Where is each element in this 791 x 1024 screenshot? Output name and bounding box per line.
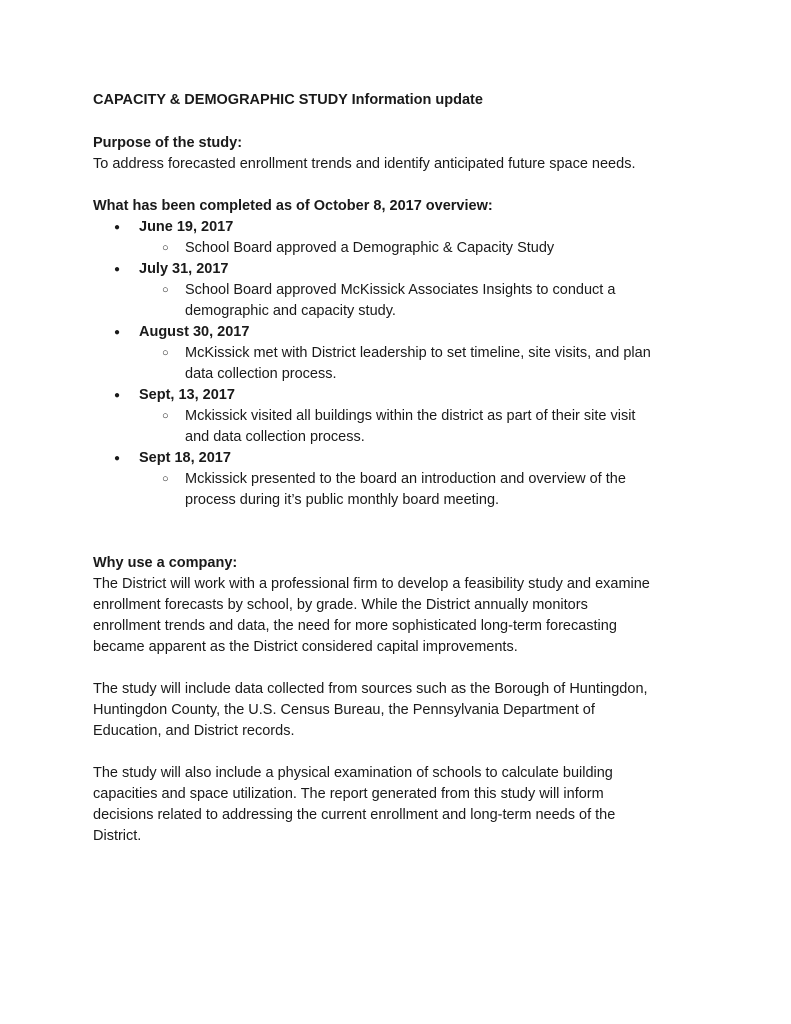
spacer xyxy=(93,658,713,679)
purpose-text: To address forecasted enrollment trends and identify anticipated future space needs. xyxy=(93,156,636,172)
circle-bullet-icon: ○ xyxy=(162,284,169,296)
paragraph-line: The study will also include a physical examination of schools to calculate building xyxy=(93,765,613,781)
sub-item-line: McKissick met with District leadership to set timeline, site visits, and plan xyxy=(185,345,651,361)
paragraph-line: decisions related to addressing the current enrollment and long-term needs of the xyxy=(93,807,616,823)
timeline-sub-item xyxy=(139,343,713,385)
completed-heading: What has been completed as of October 8, 2017 overview: xyxy=(93,198,493,214)
paragraph-line: The District will work with a professional firm to develop a feasibility study and examine xyxy=(93,576,650,592)
why-paragraph xyxy=(93,574,713,658)
spacer xyxy=(93,175,713,196)
timeline-sub-list xyxy=(139,280,713,322)
circle-bullet-icon: ○ xyxy=(162,242,169,254)
timeline-date: July 31, 2017 xyxy=(139,261,229,277)
circle-bullet-icon: ○ xyxy=(162,410,169,422)
bullet-icon: ● xyxy=(114,390,121,401)
sub-item-line: process during it’s public monthly board meeting. xyxy=(185,492,500,508)
spacer xyxy=(93,111,713,133)
paragraph-line: The study will include data collected from sources such as the Borough of Huntingdon, xyxy=(93,681,648,697)
bullet-icon: ● xyxy=(114,222,121,233)
timeline-sub-item xyxy=(139,469,713,511)
paragraph-line: enrollment trends and data, the need for more sophisticated long-term forecasting xyxy=(93,618,617,634)
paragraph-line: Huntingdon County, the U.S. Census Bureau, the Pennsylvania Department of xyxy=(93,702,595,718)
sub-item-line: Mckissick presented to the board an introduction and overview of the xyxy=(185,471,626,487)
circle-bullet-icon: ○ xyxy=(162,347,169,359)
document-page xyxy=(93,90,713,847)
sub-item-line: Mckissick visited all buildings within the district as part of their site visit xyxy=(185,408,636,424)
timeline-date: June 19, 2017 xyxy=(139,219,234,235)
why-heading: Why use a company: xyxy=(93,555,238,571)
spacer xyxy=(93,742,713,763)
bullet-icon: ● xyxy=(114,327,121,338)
timeline-sub-list xyxy=(139,343,713,385)
timeline-item xyxy=(93,217,713,259)
paragraph-line: capacities and space utilization. The report generated from this study will inform xyxy=(93,786,604,802)
paragraph-line: enrollment forecasts by school, by grade. While the District annually monitors xyxy=(93,597,588,613)
timeline-sub-item xyxy=(139,238,713,259)
timeline-item xyxy=(93,448,713,511)
purpose-heading: Purpose of the study: xyxy=(93,135,243,151)
sub-item-line: demographic and capacity study. xyxy=(185,303,396,319)
sub-item-line: data collection process. xyxy=(185,366,337,382)
circle-bullet-icon: ○ xyxy=(162,473,169,485)
timeline-date: Sept, 13, 2017 xyxy=(139,387,235,403)
timeline-sub-item xyxy=(139,280,713,322)
timeline-sub-list xyxy=(139,469,713,511)
bullet-icon: ● xyxy=(114,264,121,275)
why-paragraph xyxy=(93,763,713,847)
sub-item-line: and data collection process. xyxy=(185,429,365,445)
timeline-sub-list xyxy=(139,238,713,259)
timeline-item xyxy=(93,322,713,385)
timeline-date: August 30, 2017 xyxy=(139,324,250,340)
timeline-list xyxy=(93,217,713,511)
document-title: CAPACITY & DEMOGRAPHIC STUDY Information update xyxy=(93,92,483,108)
timeline-item xyxy=(93,385,713,448)
timeline-date: Sept 18, 2017 xyxy=(139,450,231,466)
bullet-icon: ● xyxy=(114,453,121,464)
why-paragraph xyxy=(93,679,713,742)
timeline-sub-list xyxy=(139,406,713,448)
spacer xyxy=(93,511,713,553)
timeline-item xyxy=(93,259,713,322)
timeline-sub-item xyxy=(139,406,713,448)
sub-item-line: School Board approved a Demographic & Capacity Study xyxy=(185,240,555,256)
sub-item-line: School Board approved McKissick Associates Insights to conduct a xyxy=(185,282,616,298)
paragraph-line: Education, and District records. xyxy=(93,723,295,739)
paragraph-line: became apparent as the District considered capital improvements. xyxy=(93,639,518,655)
paragraph-line: District. xyxy=(93,828,142,844)
